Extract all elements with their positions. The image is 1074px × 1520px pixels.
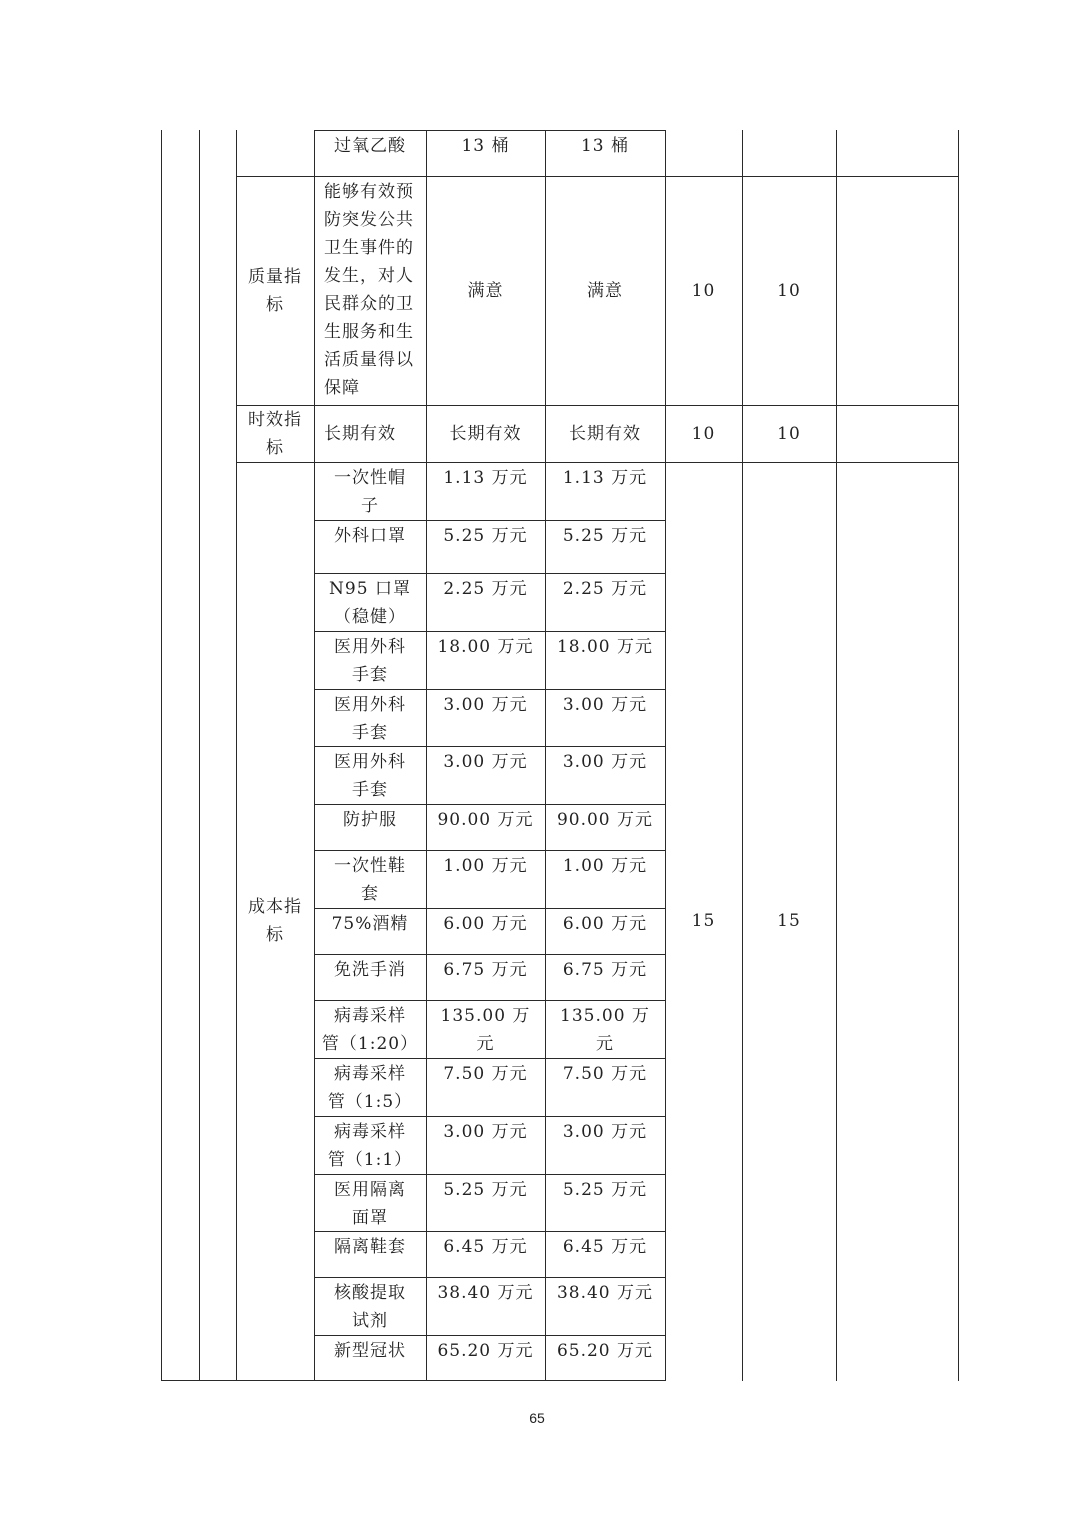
cost-item-actual: 3.00 万元: [562, 695, 648, 715]
actual-timeliness: 长期有效: [569, 423, 641, 444]
cost-item-name: 新型冠状: [334, 1341, 406, 1361]
cost-item-target: 6.00 万元: [443, 914, 528, 934]
cost-item-actual: 90.00 万元: [556, 810, 654, 830]
cost-item-target: 90.00 万元: [437, 810, 534, 830]
cost-item-name: 核酸提取 试剂: [334, 1283, 406, 1331]
cost-item-target: 38.40 万元: [437, 1283, 534, 1303]
cost-item-name: N95 口罩 （稳健）: [329, 579, 411, 627]
cost-item-target: 5.25 万元: [443, 1180, 528, 1200]
actual-peracetic-acid: 13 桶: [580, 136, 630, 156]
cost-item-actual: 38.40 万元: [556, 1283, 654, 1303]
cost-item-actual: 135.00 万 元: [560, 1006, 650, 1054]
category-quality: 质量指 标: [248, 266, 302, 315]
cost-item-actual: 6.45 万元: [562, 1237, 648, 1257]
cost-item-name: 医用外科 手套: [334, 695, 406, 743]
score-timeliness: 10: [777, 423, 801, 444]
cost-item-actual: 65.20 万元: [556, 1341, 654, 1361]
item-timeliness: 长期有效: [324, 423, 396, 444]
weight-timeliness: 10: [691, 423, 716, 444]
cost-item-target: 1.00 万元: [443, 856, 528, 876]
cost-item-target: 6.45 万元: [443, 1237, 528, 1257]
cost-item-actual: 18.00 万元: [556, 637, 654, 657]
item-quality: 能够有效预 防突发公共 卫生事件的 发生，对人 民群众的卫 生服务和生 活质量得以 保障: [324, 182, 414, 398]
category-timeliness: 时效指 标: [248, 409, 302, 458]
cost-item-name: 免洗手消: [334, 960, 406, 980]
cost-item-name: 75%酒精: [331, 914, 409, 934]
cost-item-actual: 3.00 万元: [562, 1122, 648, 1142]
cost-item-target: 18.00 万元: [437, 637, 534, 657]
cost-item-name: 一次性帽 子: [334, 468, 406, 516]
cost-item-name: 外科口罩: [334, 526, 406, 546]
cost-item-actual: 6.75 万元: [562, 960, 648, 980]
page-number: 65: [529, 1410, 545, 1426]
cost-item-actual: 3.00 万元: [562, 752, 648, 772]
cost-item-target: 1.13 万元: [443, 468, 528, 488]
cost-item-name: 医用外科 手套: [334, 637, 406, 685]
cost-item-actual: 6.00 万元: [562, 914, 648, 934]
weight-cost: 15: [691, 911, 716, 931]
score-cost: 15: [777, 911, 801, 931]
cost-item-actual: 2.25 万元: [562, 579, 648, 599]
weight-quality: 10: [691, 280, 716, 301]
cost-item-name: 隔离鞋套: [334, 1237, 406, 1257]
cost-item-target: 7.50 万元: [443, 1064, 528, 1084]
cost-item-actual: 7.50 万元: [562, 1064, 648, 1084]
cost-item-target: 3.00 万元: [443, 695, 528, 715]
cost-item-target: 2.25 万元: [443, 579, 528, 599]
cost-item-target: 3.00 万元: [443, 752, 528, 772]
cost-item-name: 一次性鞋 套: [334, 856, 406, 904]
actual-quality: 满意: [587, 280, 623, 301]
cost-item-actual: 5.25 万元: [562, 1180, 648, 1200]
cost-item-name: 防护服: [343, 810, 397, 830]
cost-item-target: 65.20 万元: [437, 1341, 534, 1361]
score-quality: 10: [777, 280, 801, 301]
cost-item-target: 5.25 万元: [443, 526, 528, 546]
cost-item-name: 病毒采样 管（1:1）: [327, 1122, 413, 1170]
item-peracetic-acid: 过氧乙酸: [334, 136, 406, 156]
target-peracetic-acid: 13 桶: [461, 136, 510, 156]
category-cost: 成本指 标: [248, 897, 302, 945]
cost-item-actual: 1.13 万元: [562, 468, 648, 488]
cost-item-target: 3.00 万元: [443, 1122, 528, 1142]
target-quality: 满意: [467, 280, 504, 301]
target-timeliness: 长期有效: [449, 423, 522, 444]
cost-item-name: 病毒采样 管（1:5）: [327, 1064, 413, 1112]
cost-item-name: 病毒采样 管（1:20）: [321, 1006, 419, 1054]
cost-item-actual: 1.00 万元: [562, 856, 648, 876]
cost-item-target: 6.75 万元: [443, 960, 528, 980]
cost-item-name: 医用隔离 面罩: [334, 1180, 406, 1228]
cost-item-actual: 5.25 万元: [562, 526, 648, 546]
cost-item-name: 医用外科 手套: [334, 752, 406, 800]
cost-item-target: 135.00 万 元: [440, 1006, 531, 1054]
